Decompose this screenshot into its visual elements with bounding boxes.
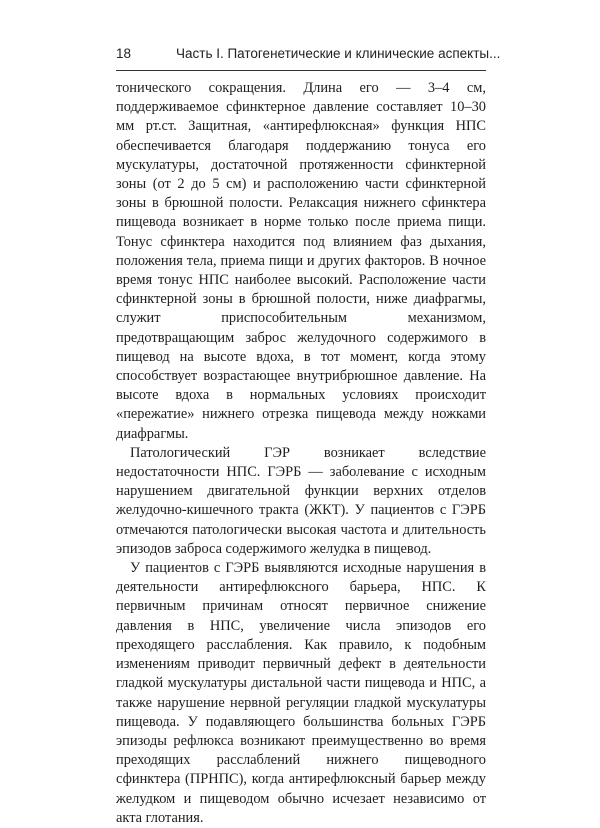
page-number: 18 [116, 46, 132, 61]
running-head [116, 46, 501, 68]
body-text [116, 79, 486, 828]
paragraph: Патологический ГЭР возникает вследствие недостаточности НПС. ГЭРБ — заболевание с исходным нарушением двигательной функции верхних отделов желудочно-кишечного тракта (ЖКТ). У пациентов с ГЭРБ отмечаются патологически высокая частота и длительность эпизодов заброса содержимого желудка в пищевод. [116, 444, 486, 557]
running-title: Часть I. Патогенетические и клинические аспекты... [176, 46, 501, 61]
paragraph: У пациентов с ГЭРБ выявляются исходные нарушения в деятельности антирефлюксного барьера, НПС. К первичным причинам относят первичное снижение давления в НПС, увеличение числа эпизодов его преходящего расслабления. Как правило, к подобным изменениям приводит первичный дефект в деятельности гладкой мускулатуры дистальной части пищевода и НПС, а также нарушение нервной регуляции гладкой мускулатуры пищевода. У подавляющего большинства больных ГЭРБ эпизоды рефлюкса возникают преимущественно во время преходящих расслаблений нижнего пищеводного сфинктера (ПРНПС), когда антирефлюксный барьер между желудком и пищеводом обычно исчезает независимо от акта глотания. [116, 560, 486, 826]
header-rule [116, 70, 486, 71]
paragraph-continued: тонического сокращения. Длина его — 3–4 см, поддерживаемое сфинктерное давление составляет 10–30 мм рт.ст. Защитная, «антирефлюксная» функция НПС обеспечивается благодаря поддержанию тонуса его мускулатуры, достаточной протяженности сфинктерной зоны (от 2 до 5 см) и расположению части сфинктерной зоны в брюшной полости. Релаксация нижнего сфинктера пищевода возникает в норме только после приема пищи. Тонус сфинктера находится под влиянием фаз дыхания, положения тела, приема пищи и других факторов. В ночное время тонус НПС наиболее высокий. Расположение части сфинктерной зоны в брюшной полости, ниже диафрагмы, служит приспособительным механизмом, предотвращающим заброс желудочного содержимого в пищевод на высоте вдоха, в тот момент, когда этому способствует возрастающее внутрибрюшное давление. На высоте вдоха в нормальных условиях происходит «пережатие» нижнего отрезка пищевода между ножками диафрагмы. [116, 80, 486, 442]
